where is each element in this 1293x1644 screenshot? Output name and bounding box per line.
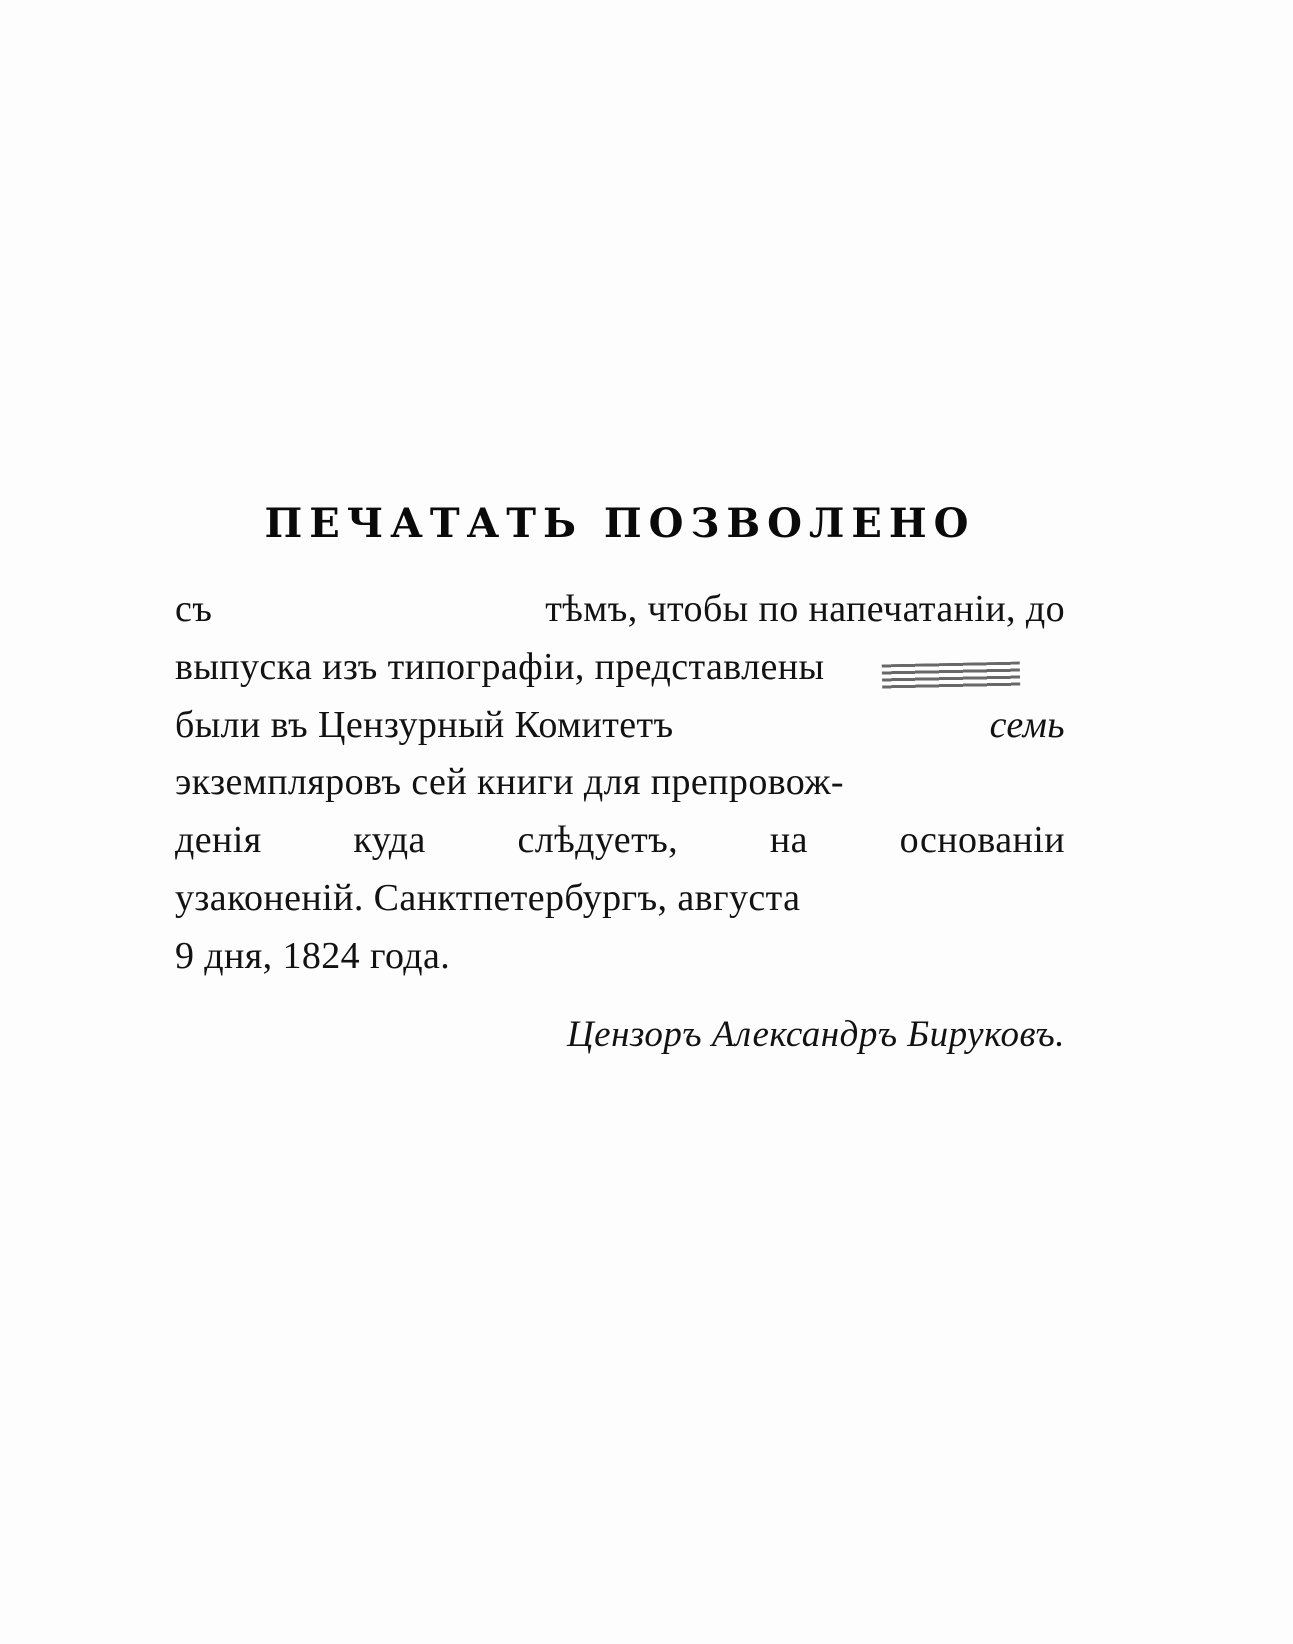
line-5-word-2: куда: [353, 819, 426, 861]
line-5-word-1: денія: [175, 819, 262, 861]
line-5-word-5: основаніи: [899, 819, 1065, 861]
line-1-word-1: съ: [175, 588, 213, 630]
line-5-word-3: слѣдуетъ,: [517, 819, 679, 861]
text-line-1: [175, 581, 1065, 639]
line-3-emphasis: семь: [989, 703, 1065, 746]
notice-body: [175, 581, 1065, 985]
line-3-main: были въ Цензурный Комитетъ: [175, 703, 674, 746]
text-line-5: [175, 812, 1065, 870]
text-line-3: [175, 697, 1065, 755]
page-title: ПЕЧАТАТЬ ПОЗВОЛЕНО: [264, 500, 976, 547]
censorship-notice: [175, 500, 1065, 1056]
text-line-6: узаконеній. Санктпетербургъ, августа: [175, 876, 801, 919]
line-5-word-4: на: [769, 819, 808, 861]
text-line-7: 9 дня, 1824 года.: [175, 934, 451, 977]
line-1-rest: тѣмъ, чтобы по напечатаніи, до: [545, 588, 1065, 630]
text-line-4: экземпляровъ сей книги для препровож-: [175, 761, 844, 804]
censor-signature: Цензоръ Александръ Бируковъ.: [566, 1014, 1065, 1056]
text-line-2: выпуска изъ типографіи, представлены: [175, 645, 825, 688]
